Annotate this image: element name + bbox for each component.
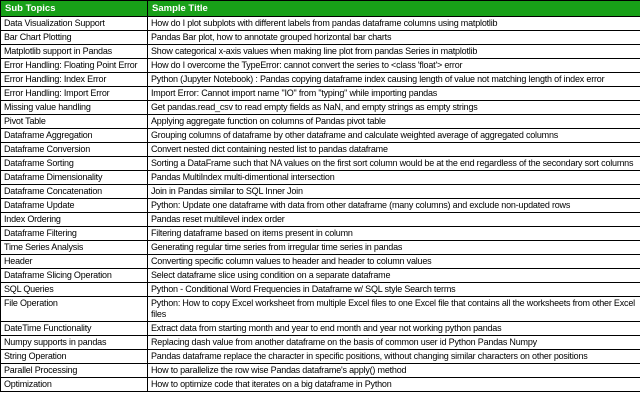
- title-cell: Python: How to copy Excel worksheet from multiple Excel files to one Excel file that contains all the worksheets from other Excel files: [148, 297, 640, 322]
- topic-cell: Optimization: [1, 378, 148, 392]
- table-row: [1, 171, 640, 185]
- topic-cell: Dataframe Slicing Operation: [1, 269, 148, 283]
- table-row: [1, 45, 640, 59]
- table-row: [1, 115, 640, 129]
- title-cell: Convert nested dict containing nested list to pandas dataframe: [148, 143, 640, 157]
- title-cell: Replacing dash value from another dataframe on the basis of common user id Python Pandas Numpy: [148, 336, 640, 350]
- topic-cell: Header: [1, 255, 148, 269]
- table-row: [1, 227, 640, 241]
- topic-cell: Missing value handling: [1, 101, 148, 115]
- topic-cell: SQL Queries: [1, 283, 148, 297]
- table-row: [1, 185, 640, 199]
- table-row: [1, 87, 640, 101]
- title-cell: Pandas MultiIndex multi-dimentional intersection: [148, 171, 640, 185]
- topic-cell: Error Handling: Import Error: [1, 87, 148, 101]
- topic-cell: String Operation: [1, 350, 148, 364]
- table-row: [1, 31, 640, 45]
- title-cell: Grouping columns of dataframe by other dataframe and calculate weighted average of aggregated columns: [148, 129, 640, 143]
- title-cell: Applying aggregate function on columns of Pandas pivot table: [148, 115, 640, 129]
- title-cell: Pandas reset multilevel index order: [148, 213, 640, 227]
- table-row: [1, 157, 640, 171]
- table-row: [1, 241, 640, 255]
- table-row: [1, 59, 640, 73]
- table-row: [1, 73, 640, 87]
- title-cell: Converting specific column values to header and header to column values: [148, 255, 640, 269]
- table-row: [1, 350, 640, 364]
- title-cell: Get pandas.read_csv to read empty fields as NaN, and empty strings as empty strings: [148, 101, 640, 115]
- table-row: [1, 143, 640, 157]
- title-cell: How to parallelize the row wise Pandas dataframe's apply() method: [148, 364, 640, 378]
- table-row: [1, 269, 640, 283]
- title-cell: Select dataframe slice using condition on a separate dataframe: [148, 269, 640, 283]
- topic-cell: Bar Chart Plotting: [1, 31, 148, 45]
- table-row: [1, 255, 640, 269]
- title-cell: Show categorical x-axis values when making line plot from pandas Series in matplotlib: [148, 45, 640, 59]
- topic-cell: Dataframe Update: [1, 199, 148, 213]
- table-row: [1, 101, 640, 115]
- title-cell: How to optimize code that iterates on a big dataframe in Python: [148, 378, 640, 392]
- title-cell: Pandas dataframe replace the character in specific positions, without changing similar characters on other positions: [148, 350, 640, 364]
- title-cell: How do I plot subplots with different labels from pandas dataframe columns using matplotlib: [148, 17, 640, 31]
- title-cell: Filtering dataframe based on items present in column: [148, 227, 640, 241]
- topic-cell: Dataframe Conversion: [1, 143, 148, 157]
- title-cell: How do I overcome the TypeError: cannot convert the series to <class 'float'> error: [148, 59, 640, 73]
- title-cell: Python - Conditional Word Frequencies in Dataframe w/ SQL style Search terms: [148, 283, 640, 297]
- topic-cell: File Operation: [1, 297, 148, 322]
- title-cell: Python (Jupyter Notebook) : Pandas copying dataframe index causing length of value not matching length of index error: [148, 73, 640, 87]
- topic-cell: Data Visualization Support: [1, 17, 148, 31]
- topic-cell: Dataframe Aggregation: [1, 129, 148, 143]
- table-row: [1, 322, 640, 336]
- topic-cell: Dataframe Sorting: [1, 157, 148, 171]
- topic-cell: Dataframe Dimensionality: [1, 171, 148, 185]
- topic-cell: Time Series Analysis: [1, 241, 148, 255]
- title-cell: Python: Update one dataframe with data from other dataframe (many columns) and exclude non-updated rows: [148, 199, 640, 213]
- topic-cell: DateTime Functionality: [1, 322, 148, 336]
- topic-cell: Pivot Table: [1, 115, 148, 129]
- title-cell: Join in Pandas similar to SQL Inner Join: [148, 185, 640, 199]
- table-row: [1, 199, 640, 213]
- table-row: [1, 336, 640, 350]
- table-row: [1, 297, 640, 322]
- topic-cell: Error Handling: Floating Point Error: [1, 59, 148, 73]
- column-header-sub-topics: Sub Topics: [1, 1, 148, 17]
- table-row: [1, 17, 640, 31]
- title-cell: Pandas Bar plot, how to annotate grouped horizontal bar charts: [148, 31, 640, 45]
- topic-cell: Index Ordering: [1, 213, 148, 227]
- title-cell: Generating regular time series from irregular time series in pandas: [148, 241, 640, 255]
- table-row: [1, 378, 640, 392]
- title-cell: Sorting a DataFrame such that NA values on the first sort column would be at the end regardless of the secondary sort columns: [148, 157, 640, 171]
- header-row: [1, 1, 640, 17]
- topic-cell: Error Handling: Index Error: [1, 73, 148, 87]
- table-row: [1, 129, 640, 143]
- topic-cell: Matplotlib support in Pandas: [1, 45, 148, 59]
- table-body: [1, 17, 640, 392]
- title-cell: Extract data from starting month and year to end month and year not working python pandas: [148, 322, 640, 336]
- table-row: [1, 213, 640, 227]
- topic-cell: Parallel Processing: [1, 364, 148, 378]
- topic-cell: Dataframe Filtering: [1, 227, 148, 241]
- table-row: [1, 364, 640, 378]
- topic-cell: Numpy supports in pandas: [1, 336, 148, 350]
- topic-cell: Dataframe Concatenation: [1, 185, 148, 199]
- table-row: [1, 283, 640, 297]
- column-header-sample-title: Sample Title: [148, 1, 640, 17]
- title-cell: Import Error: Cannot import name "IO" from "typing" while importing pandas: [148, 87, 640, 101]
